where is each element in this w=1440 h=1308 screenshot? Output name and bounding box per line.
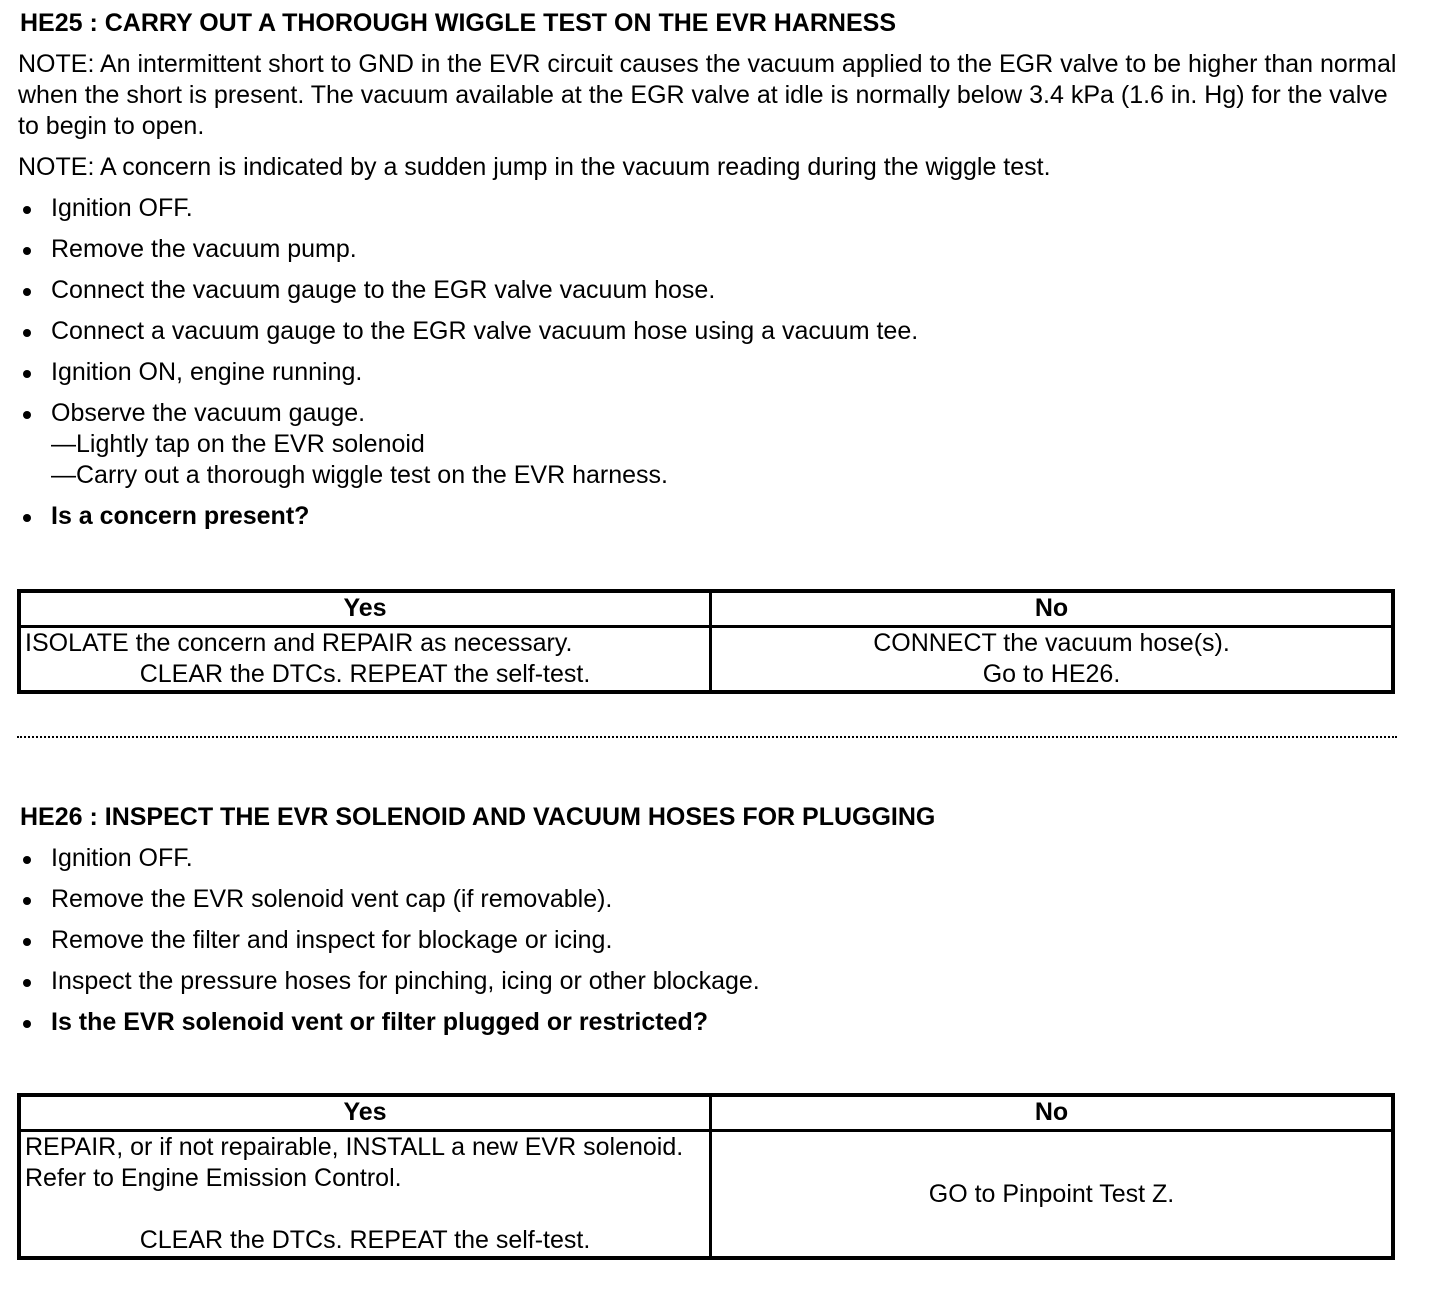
bullet-icon: [23, 329, 31, 337]
bullet-icon: [23, 411, 31, 419]
table-header-row: [19, 1095, 1393, 1131]
sub-step: —Carry out a thorough wiggle test on the EVR harness.: [51, 461, 668, 489]
he26-yes-no-table: [17, 1093, 1395, 1260]
he25-note-1: NOTE: An intermittent short to GND in the EVR circuit causes the vacuum applied to the EGR valve to be higher than normal when the short is present. The vacuum available at the EGR valve at idle is normally below 3.4 kPa (1.6 in. Hg) for the valve to begin to open.: [18, 50, 1397, 140]
step-text: Remove the vacuum pump.: [51, 235, 357, 263]
list-item: [18, 925, 1398, 956]
bullet-icon: [23, 370, 31, 378]
bullet-icon: [23, 247, 31, 255]
list-item-question: [18, 1007, 1398, 1038]
yes-header: Yes: [19, 591, 711, 627]
bullet-icon: [23, 1020, 31, 1028]
bullet-icon: [23, 979, 31, 987]
he25-yes-no-table: [17, 589, 1395, 694]
sub-step: —Lightly tap on the EVR solenoid: [51, 430, 425, 458]
bullet-icon: [23, 856, 31, 864]
table-row: [19, 627, 1393, 693]
bullet-icon: [23, 514, 31, 522]
list-item: [18, 193, 1398, 224]
list-item: [18, 275, 1398, 306]
step-text: Ignition ON, engine running.: [51, 358, 363, 386]
list-item: [18, 234, 1398, 265]
he25-section: [18, 8, 1398, 542]
yes-line-2: CLEAR the DTCs. REPEAT the self-test.: [139, 660, 591, 688]
question-text: Is the EVR solenoid vent or filter plugged or restricted?: [51, 1008, 709, 1036]
question-text: Is a concern present?: [51, 502, 310, 530]
list-item: [18, 843, 1398, 874]
step-text: Ignition OFF.: [51, 844, 193, 872]
table-header-row: [19, 591, 1393, 627]
list-item: [18, 398, 1398, 491]
no-line-2: Go to HE26.: [982, 660, 1121, 688]
bullet-icon: [23, 288, 31, 296]
no-line-1: GO to Pinpoint Test Z.: [928, 1179, 1175, 1208]
step-text: Remove the EVR solenoid vent cap (if removable).: [51, 885, 613, 913]
step-text: Ignition OFF.: [51, 194, 193, 222]
list-item: [18, 884, 1398, 915]
bullet-icon: [23, 206, 31, 214]
spacer: [25, 1194, 705, 1225]
step-text: Connect the vacuum gauge to the EGR valve vacuum hose.: [51, 276, 716, 304]
yes-line-1: ISOLATE the concern and REPAIR as necessary.: [25, 629, 573, 657]
bullet-icon: [23, 897, 31, 905]
step-text: Connect a vacuum gauge to the EGR valve vacuum hose using a vacuum tee.: [51, 317, 919, 345]
bullet-icon: [23, 938, 31, 946]
step-text: Observe the vacuum gauge.: [51, 399, 366, 427]
yes-line-1: REPAIR, or if not repairable, INSTALL a new EVR solenoid.: [25, 1133, 684, 1161]
no-header: No: [711, 1095, 1394, 1131]
table-row: [19, 1131, 1393, 1259]
yes-cell: [19, 1131, 711, 1259]
no-header: No: [711, 591, 1394, 627]
he25-steps-list: [18, 193, 1398, 532]
yes-line-3: CLEAR the DTCs. REPEAT the self-test.: [139, 1226, 591, 1254]
he25-note-2: NOTE: A concern is indicated by a sudden jump in the vacuum reading during the wiggle test.: [18, 153, 1051, 181]
he26-heading: HE26 : INSPECT THE EVR SOLENOID AND VACUUM HOSES FOR PLUGGING: [20, 803, 936, 831]
list-item: [18, 316, 1398, 347]
step-text: Inspect the pressure hoses for pinching, icing or other blockage.: [51, 967, 760, 995]
yes-line-2: Refer to Engine Emission Control.: [25, 1164, 402, 1192]
no-cell: [711, 1131, 1394, 1259]
list-item-question: [18, 501, 1398, 532]
yes-cell: [19, 627, 711, 693]
he25-heading: HE25 : CARRY OUT A THOROUGH WIGGLE TEST ON THE EVR HARNESS: [20, 9, 896, 37]
section-divider: [17, 736, 1397, 738]
no-cell: [711, 627, 1394, 693]
he26-section: [18, 802, 1398, 1048]
no-line-1: CONNECT the vacuum hose(s).: [873, 629, 1230, 657]
list-item: [18, 966, 1398, 997]
list-item: [18, 357, 1398, 388]
step-text: Remove the filter and inspect for blockage or icing.: [51, 926, 613, 954]
yes-header: Yes: [19, 1095, 711, 1131]
he26-steps-list: [18, 843, 1398, 1038]
